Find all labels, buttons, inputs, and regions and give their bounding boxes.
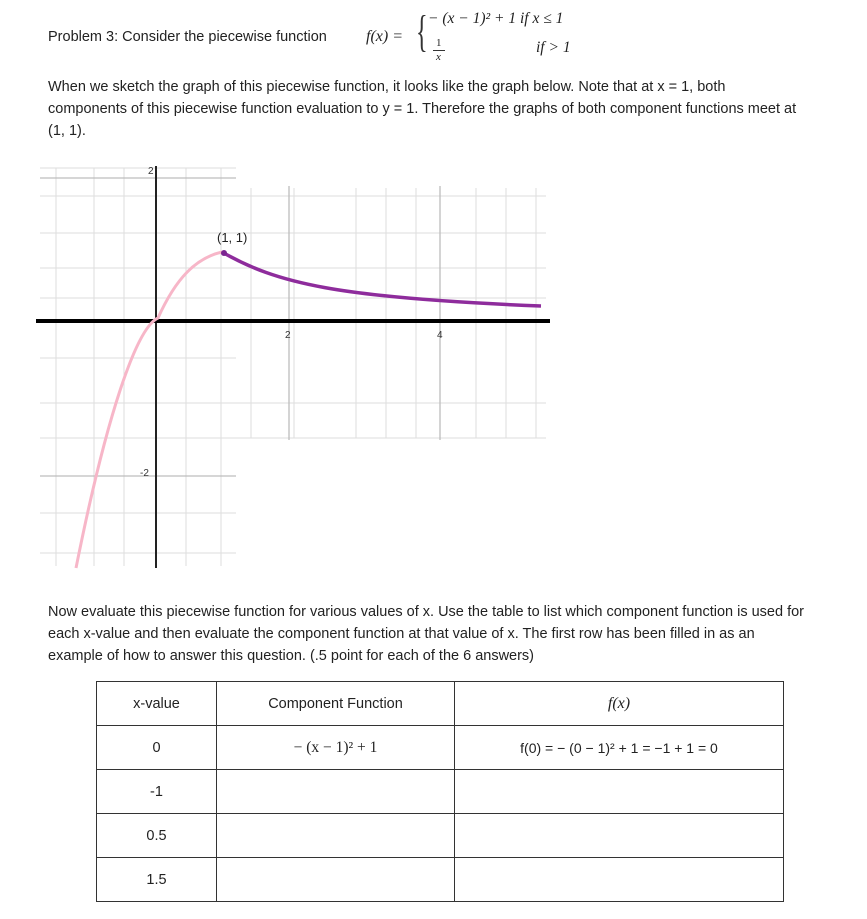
case-2-numerator: 1 — [436, 37, 442, 49]
function-name: f(x) = — [366, 28, 403, 45]
piecewise-graph — [36, 158, 552, 570]
point-annotation: (1, 1) — [217, 230, 248, 245]
cell-x-value: 1.5 — [97, 858, 217, 902]
table-header-row — [97, 682, 784, 726]
problem-label: Problem 3: Consider the piecewise function — [48, 29, 327, 45]
case-1: − (x − 1)² + 1 if x ≤ 1 — [428, 10, 564, 27]
cell-component-function[interactable]: − (x − 1)² + 1 — [217, 726, 455, 770]
header-x-value: x-value — [97, 682, 217, 726]
grid-lines — [40, 168, 546, 566]
table-row — [97, 858, 784, 902]
cell-component-function[interactable] — [217, 858, 455, 902]
cell-x-value: 0.5 — [97, 814, 217, 858]
table-row — [97, 726, 784, 770]
tick-label-x-4: 4 — [437, 330, 443, 341]
cell-fx[interactable]: f(0) = − (0 − 1)² + 1 = −1 + 1 = 0 — [455, 726, 784, 770]
tick-label-y-2: 2 — [148, 166, 154, 177]
header-component-function: Component Function — [217, 682, 455, 726]
cell-x-value: -1 — [97, 770, 217, 814]
cell-fx[interactable] — [455, 858, 784, 902]
evaluation-table — [96, 681, 784, 902]
left-branch-curve — [76, 252, 222, 568]
case-brace: { — [416, 7, 428, 56]
table-row — [97, 770, 784, 814]
cell-x-value: 0 — [97, 726, 217, 770]
intro-paragraph: When we sketch the graph of this piecewise function, it looks like the graph below. Note that at x = 1, both components of this piecewise function evaluation to y = 1. Therefore the graphs of both component functions meet at (1, 1). — [48, 79, 797, 139]
tick-label-y-neg2: -2 — [140, 468, 149, 479]
major-grid-lines — [40, 178, 440, 476]
cell-component-function[interactable] — [217, 770, 455, 814]
instructions-paragraph: Now evaluate this piecewise function for various values of x. Use the table to list which component function is used for each x-value and then evaluate the component function at that value of x. The first row has been filled in as an example of how to answer this question. (.5 point for each of the 6 answers) — [48, 604, 805, 664]
tick-label-x-2: 2 — [285, 330, 291, 341]
table-row — [97, 814, 784, 858]
cell-fx[interactable] — [455, 770, 784, 814]
cell-component-function[interactable] — [217, 814, 455, 858]
cell-fx[interactable] — [455, 814, 784, 858]
meeting-point-marker — [221, 250, 227, 256]
case-2-denominator: x — [436, 51, 441, 63]
case-2-condition: if > 1 — [536, 39, 571, 56]
header-fx: f(x) — [455, 682, 784, 726]
